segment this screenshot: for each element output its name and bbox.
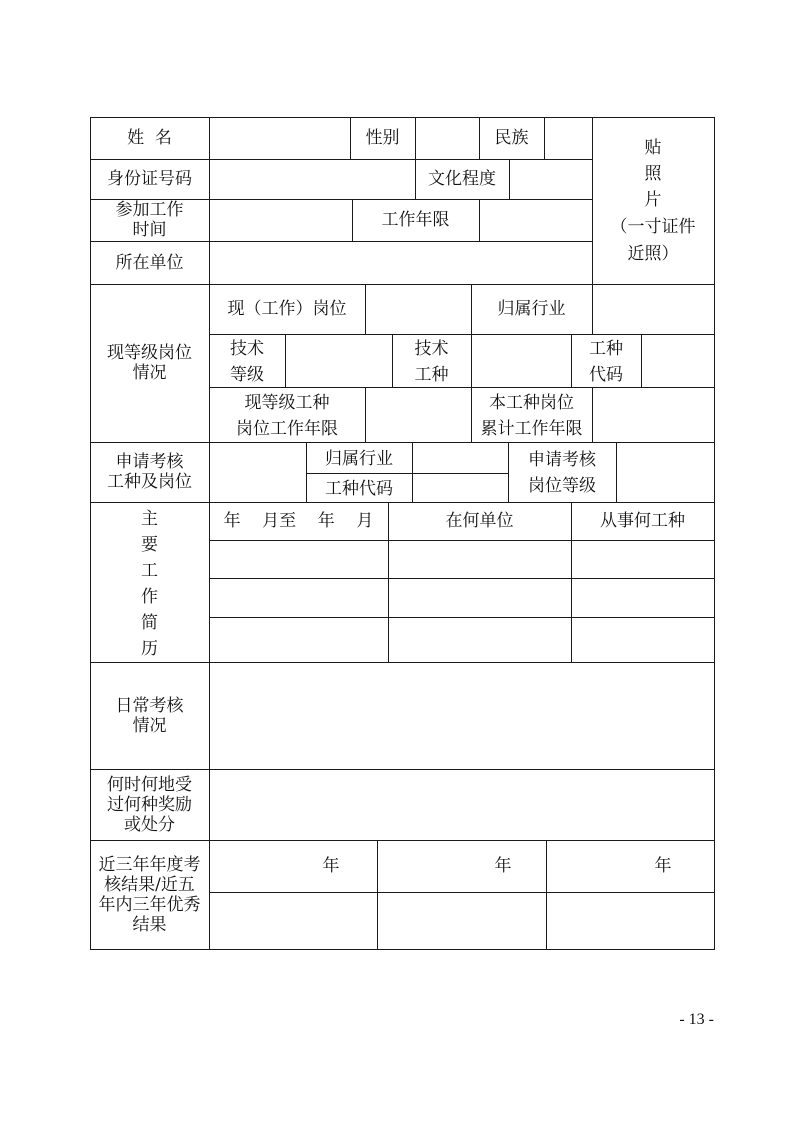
history-label-char: 主 <box>141 509 158 529</box>
results-label-line2: 核结果/近五 <box>104 875 195 895</box>
tech-type-field[interactable] <box>472 335 571 387</box>
current-post-field[interactable] <box>366 285 471 334</box>
history-label-char: 要 <box>141 535 158 555</box>
grade-years-label-line1: 现等级工种 <box>244 393 330 413</box>
history-col-unit: 在何单位 <box>445 511 514 531</box>
apply-section-label-line1: 申请考核 <box>115 452 184 472</box>
history-col-type: 从事何工种 <box>600 511 685 531</box>
awards-field[interactable] <box>210 770 714 840</box>
current-section-label-line1: 现等级岗位 <box>107 343 192 363</box>
id-number-field[interactable] <box>210 160 415 199</box>
results-cell[interactable] <box>547 893 714 949</box>
name-field[interactable] <box>210 118 350 159</box>
results-year-mark: 年 <box>494 856 512 876</box>
history-cell[interactable] <box>210 579 388 617</box>
history-label-char: 简 <box>141 613 158 633</box>
results-label-line4: 结果 <box>132 915 167 935</box>
results-cell[interactable] <box>210 893 377 949</box>
page-number: - 13 - <box>679 1011 714 1028</box>
type-code-label-line1: 工种 <box>589 339 623 359</box>
history-cell[interactable] <box>572 579 714 617</box>
work-years-label: 工作年限 <box>381 210 450 230</box>
apply-grade-field[interactable] <box>617 443 714 502</box>
history-cell[interactable] <box>210 618 388 662</box>
unit-label: 所在单位 <box>115 253 184 273</box>
photo-hint-line2: 照 <box>644 164 662 184</box>
cumulative-years-label-line1: 本工种岗位 <box>489 393 574 413</box>
type-code-field[interactable] <box>642 335 714 387</box>
results-cell[interactable] <box>378 893 546 949</box>
start-work-label-line1: 参加工作 <box>115 200 184 220</box>
awards-label-line3: 或处分 <box>124 815 175 835</box>
row-divider <box>90 502 715 503</box>
history-cell[interactable] <box>210 541 388 578</box>
apply-code-label: 工种代码 <box>325 479 393 499</box>
tech-grade-label-line2: 等级 <box>230 365 264 385</box>
results-label-line3: 年内三年优秀 <box>98 895 201 915</box>
tech-type-label-line1: 技术 <box>414 339 449 359</box>
gender-label: 性别 <box>365 128 400 148</box>
history-cell[interactable] <box>389 579 571 617</box>
awards-label-line2: 过何种奖励 <box>107 795 192 815</box>
awards-label-line1: 何时何地受 <box>107 775 192 795</box>
ethnicity-label: 民族 <box>494 128 529 148</box>
results-year-field[interactable] <box>378 841 488 892</box>
unit-field[interactable] <box>210 242 592 284</box>
start-work-label-line2: 时间 <box>132 220 167 240</box>
tech-grade-label-line1: 技术 <box>230 339 264 359</box>
border-bottom <box>90 949 715 950</box>
name-label: 姓 名 <box>127 128 172 148</box>
photo-hint-line1: 贴 <box>644 138 662 158</box>
education-field[interactable] <box>510 160 592 199</box>
current-post-label: 现（工作）岗位 <box>227 299 347 319</box>
daily-assessment-label-line2: 情况 <box>132 716 167 736</box>
history-cell[interactable] <box>389 618 571 662</box>
history-cell[interactable] <box>572 618 714 662</box>
gender-field[interactable] <box>416 118 479 159</box>
apply-industry-field[interactable] <box>413 443 508 473</box>
id-number-label: 身份证号码 <box>107 169 192 189</box>
history-cell[interactable] <box>389 541 571 578</box>
results-year-field[interactable] <box>547 841 647 892</box>
daily-assessment-field[interactable] <box>210 663 714 769</box>
grade-years-field[interactable] <box>366 388 471 442</box>
apply-section-label-line2: 工种及岗位 <box>107 472 192 492</box>
tech-grade-field[interactable] <box>286 335 392 387</box>
ethnicity-field[interactable] <box>545 118 592 159</box>
apply-industry-label: 归属行业 <box>325 449 393 469</box>
apply-post-field[interactable] <box>210 443 306 502</box>
results-year-mark: 年 <box>322 856 340 876</box>
start-work-field[interactable] <box>210 200 352 241</box>
apply-grade-label-line1: 申请考核 <box>528 450 596 470</box>
current-industry-label: 归属行业 <box>497 299 566 319</box>
photo-hint-line4: （一寸证件 <box>610 217 696 237</box>
history-col-period: 年 月至 年 月 <box>223 511 374 531</box>
border-right <box>714 117 715 950</box>
results-year-mark: 年 <box>654 856 672 876</box>
current-section-label-line2: 情况 <box>132 363 167 383</box>
history-label-char: 工 <box>141 561 158 581</box>
daily-assessment-label-line1: 日常考核 <box>115 696 184 716</box>
type-code-label-line2: 代码 <box>589 365 623 385</box>
cumulative-years-label-line2: 累计工作年限 <box>480 419 583 439</box>
cumulative-years-field[interactable] <box>593 388 714 442</box>
tech-type-label-line2: 工种 <box>414 365 449 385</box>
history-cell[interactable] <box>572 541 714 578</box>
photo-hint-line5: 近照） <box>627 244 679 264</box>
history-label-char: 作 <box>141 587 158 607</box>
grade-years-label-line2: 岗位工作年限 <box>236 419 338 439</box>
apply-grade-label-line2: 岗位等级 <box>528 476 596 496</box>
history-label-char: 历 <box>141 639 158 659</box>
work-years-field[interactable] <box>480 200 592 241</box>
photo-hint-line3: 片 <box>644 190 662 210</box>
current-industry-field[interactable] <box>593 285 714 334</box>
results-label-line1: 近三年年度考 <box>98 855 201 875</box>
results-year-field[interactable] <box>210 841 316 892</box>
apply-code-field[interactable] <box>413 474 508 502</box>
education-label: 文化程度 <box>428 169 496 189</box>
